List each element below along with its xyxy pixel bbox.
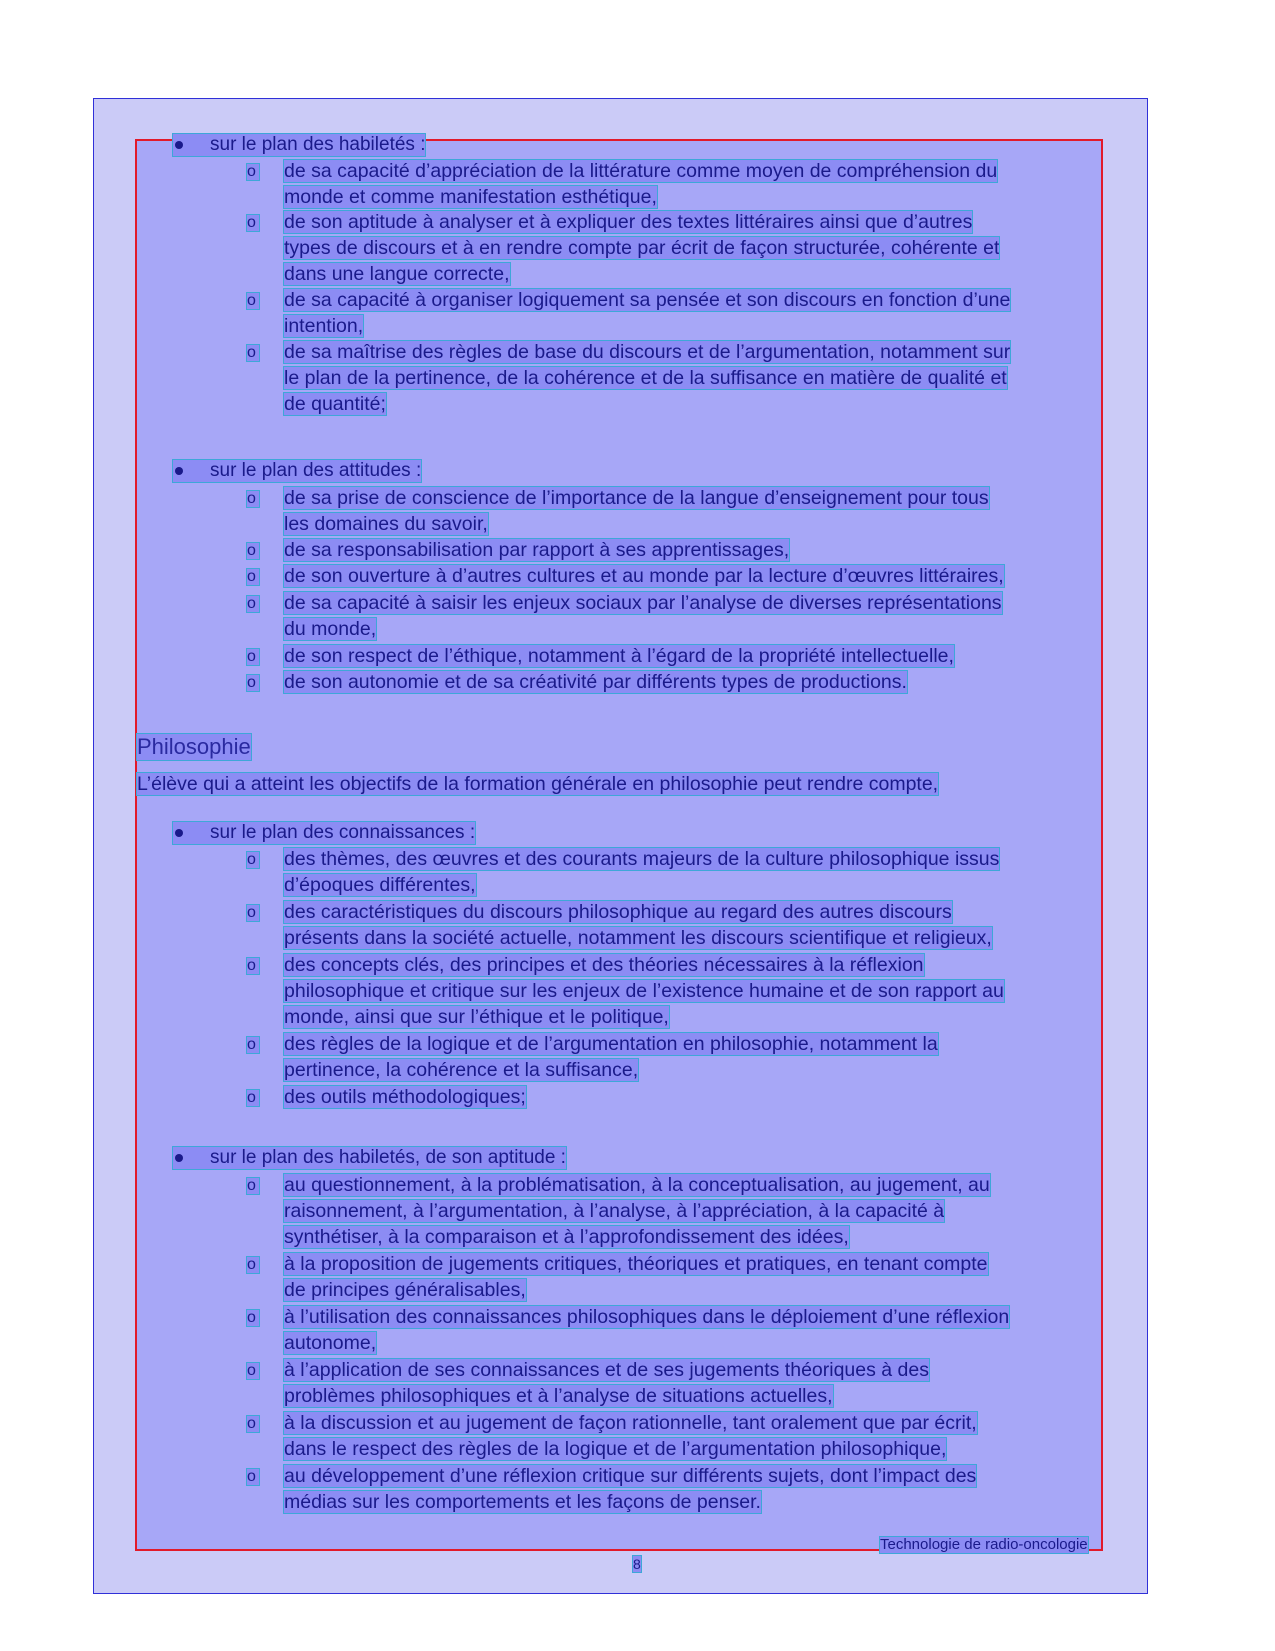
list-item-line: des outils méthodologiques;	[284, 1086, 526, 1108]
list-item-line: dans une langue correcte,	[284, 263, 510, 285]
sub-bullet-icon: o	[247, 215, 259, 231]
list-item-line: du monde,	[284, 618, 377, 640]
sub-bullet-icon: o	[247, 1310, 259, 1326]
sub-bullet-icon: o	[247, 905, 259, 921]
list-item-line: le plan de la pertinence, de la cohérence et de la suffisance en matière de qualité et	[284, 367, 1007, 389]
bullet-icon	[173, 824, 205, 842]
sub-bullet-icon: o	[247, 1469, 259, 1485]
list-item-line: de son autonomie et de sa créativité par différents types de productions.	[284, 671, 907, 693]
list-item-line: intention,	[284, 315, 364, 337]
sub-bullet-icon: o	[247, 958, 259, 974]
list-item-line: raisonnement, à l’argumentation, à l’analyse, à l’appréciation, à la capacité à	[284, 1200, 945, 1222]
list-item-line: présents dans la société actuelle, notamment les discours scientifique et religieux,	[284, 927, 992, 949]
section-heading: Philosophie	[137, 734, 251, 759]
sub-bullet-icon: o	[247, 569, 259, 585]
bullet-habiletes-aptitude	[173, 1147, 566, 1169]
list-item-line: à l’application de ses connaissances et de ses jugements théoriques à des	[284, 1359, 929, 1381]
sub-bullet-icon: o	[247, 345, 259, 361]
bullet-title: sur le plan des habiletés :	[210, 134, 426, 155]
footer-program-name: Technologie de radio-oncologie	[880, 1536, 1088, 1553]
sub-bullet-icon: o	[247, 1178, 259, 1194]
sub-bullet-icon: o	[247, 1416, 259, 1432]
section-intro: L’élève qui a atteint les objectifs de la formation générale en philosophie peut rendre compte,	[137, 773, 939, 795]
list-item-line: des règles de la logique et de l’argumentation en philosophie, notamment la	[284, 1033, 938, 1055]
list-item-line: de sa capacité d’appréciation de la littérature comme moyen de compréhension du	[284, 160, 998, 182]
list-item-line: monde et comme manifestation esthétique,	[284, 186, 657, 208]
list-item-line: médias sur les comportements et les façons de penser.	[284, 1491, 761, 1513]
sub-bullet-icon: o	[247, 491, 259, 507]
bullet-title: sur le plan des habiletés, de son aptitude :	[210, 1147, 566, 1168]
bullet-title: sur le plan des connaissances :	[210, 822, 476, 843]
list-item-line: de sa prise de conscience de l’importance de la langue d’enseignement pour tous	[284, 487, 989, 509]
list-item-line: d’époques différentes,	[284, 874, 476, 896]
bullet-icon	[173, 136, 205, 154]
list-item-line: philosophique et critique sur les enjeux de l’existence humaine et de son rapport au	[284, 980, 1004, 1002]
list-item-line: de son ouverture à d’autres cultures et au monde par la lecture d’œuvres littéraires,	[284, 565, 1004, 587]
sub-bullet-icon: o	[247, 1363, 259, 1379]
bullet-title: sur le plan des attitudes :	[210, 460, 422, 481]
sub-bullet-icon: o	[247, 543, 259, 559]
list-item-line: à la proposition de jugements critiques, théoriques et pratiques, en tenant compte	[284, 1253, 988, 1275]
list-item-line: de principes généralisables,	[284, 1279, 526, 1301]
list-item-line: de son respect de l’éthique, notamment à l’égard de la propriété intellectuelle,	[284, 645, 954, 667]
list-item-line: des thèmes, des œuvres et des courants majeurs de la culture philosophique issus	[284, 848, 1000, 870]
sub-bullet-icon: o	[247, 293, 259, 309]
list-item-line: au questionnement, à la problématisation, à la conceptualisation, au jugement, au	[284, 1174, 990, 1196]
sub-bullet-icon: o	[247, 675, 259, 691]
bullet-attitudes	[173, 460, 421, 482]
list-item-line: types de discours et à en rendre compte par écrit de façon structurée, cohérente et	[284, 237, 1000, 259]
sub-bullet-icon: o	[247, 164, 259, 180]
sub-bullet-icon: o	[247, 852, 259, 868]
list-item-line: problèmes philosophiques et à l’analyse de situations actuelles,	[284, 1385, 833, 1407]
list-item-line: dans le respect des règles de la logique et de l’argumentation philosophique,	[284, 1438, 947, 1460]
list-item-line: à l’utilisation des connaissances philosophiques dans le déploiement d’une réflexion	[284, 1306, 1010, 1328]
list-item-line: de son aptitude à analyser et à expliquer des textes littéraires ainsi que d’autres	[284, 211, 973, 233]
list-item-line: autonome,	[284, 1332, 377, 1354]
bullet-icon	[173, 1149, 205, 1167]
list-item-line: de sa capacité à organiser logiquement sa pensée et son discours en fonction d’une	[284, 289, 1011, 311]
bullet-habiletes	[173, 134, 425, 156]
list-item-line: de sa responsabilisation par rapport à ses apprentissages,	[284, 539, 790, 561]
page-number: 8	[633, 1556, 641, 1572]
sub-bullet-icon: o	[247, 1257, 259, 1273]
list-item-line: des concepts clés, des principes et des théories nécessaires à la réflexion	[284, 954, 924, 976]
list-item-line: au développement d’une réflexion critique sur différents sujets, dont l’impact des	[284, 1465, 977, 1487]
sub-bullet-icon: o	[247, 649, 259, 665]
sub-bullet-icon: o	[247, 1037, 259, 1053]
bullet-connaissances	[173, 822, 475, 844]
list-item-line: de sa capacité à saisir les enjeux sociaux par l’analyse de diverses représentations	[284, 592, 1002, 614]
bullet-icon	[173, 462, 205, 480]
list-item-line: de quantité;	[284, 393, 386, 415]
list-item-line: pertinence, la cohérence et la suffisance,	[284, 1059, 639, 1081]
list-item-line: les domaines du savoir,	[284, 513, 488, 535]
sub-bullet-icon: o	[247, 596, 259, 612]
list-item-line: de sa maîtrise des règles de base du discours et de l’argumentation, notamment sur	[284, 341, 1011, 363]
list-item-line: monde, ainsi que sur l’éthique et le politique,	[284, 1006, 669, 1028]
list-item-line: à la discussion et au jugement de façon rationnelle, tant oralement que par écrit,	[284, 1412, 977, 1434]
list-item-line: synthétiser, à la comparaison et à l’approfondissement des idées,	[284, 1226, 849, 1248]
list-item-line: des caractéristiques du discours philosophique au regard des autres discours	[284, 901, 952, 923]
sub-bullet-icon: o	[247, 1090, 259, 1106]
